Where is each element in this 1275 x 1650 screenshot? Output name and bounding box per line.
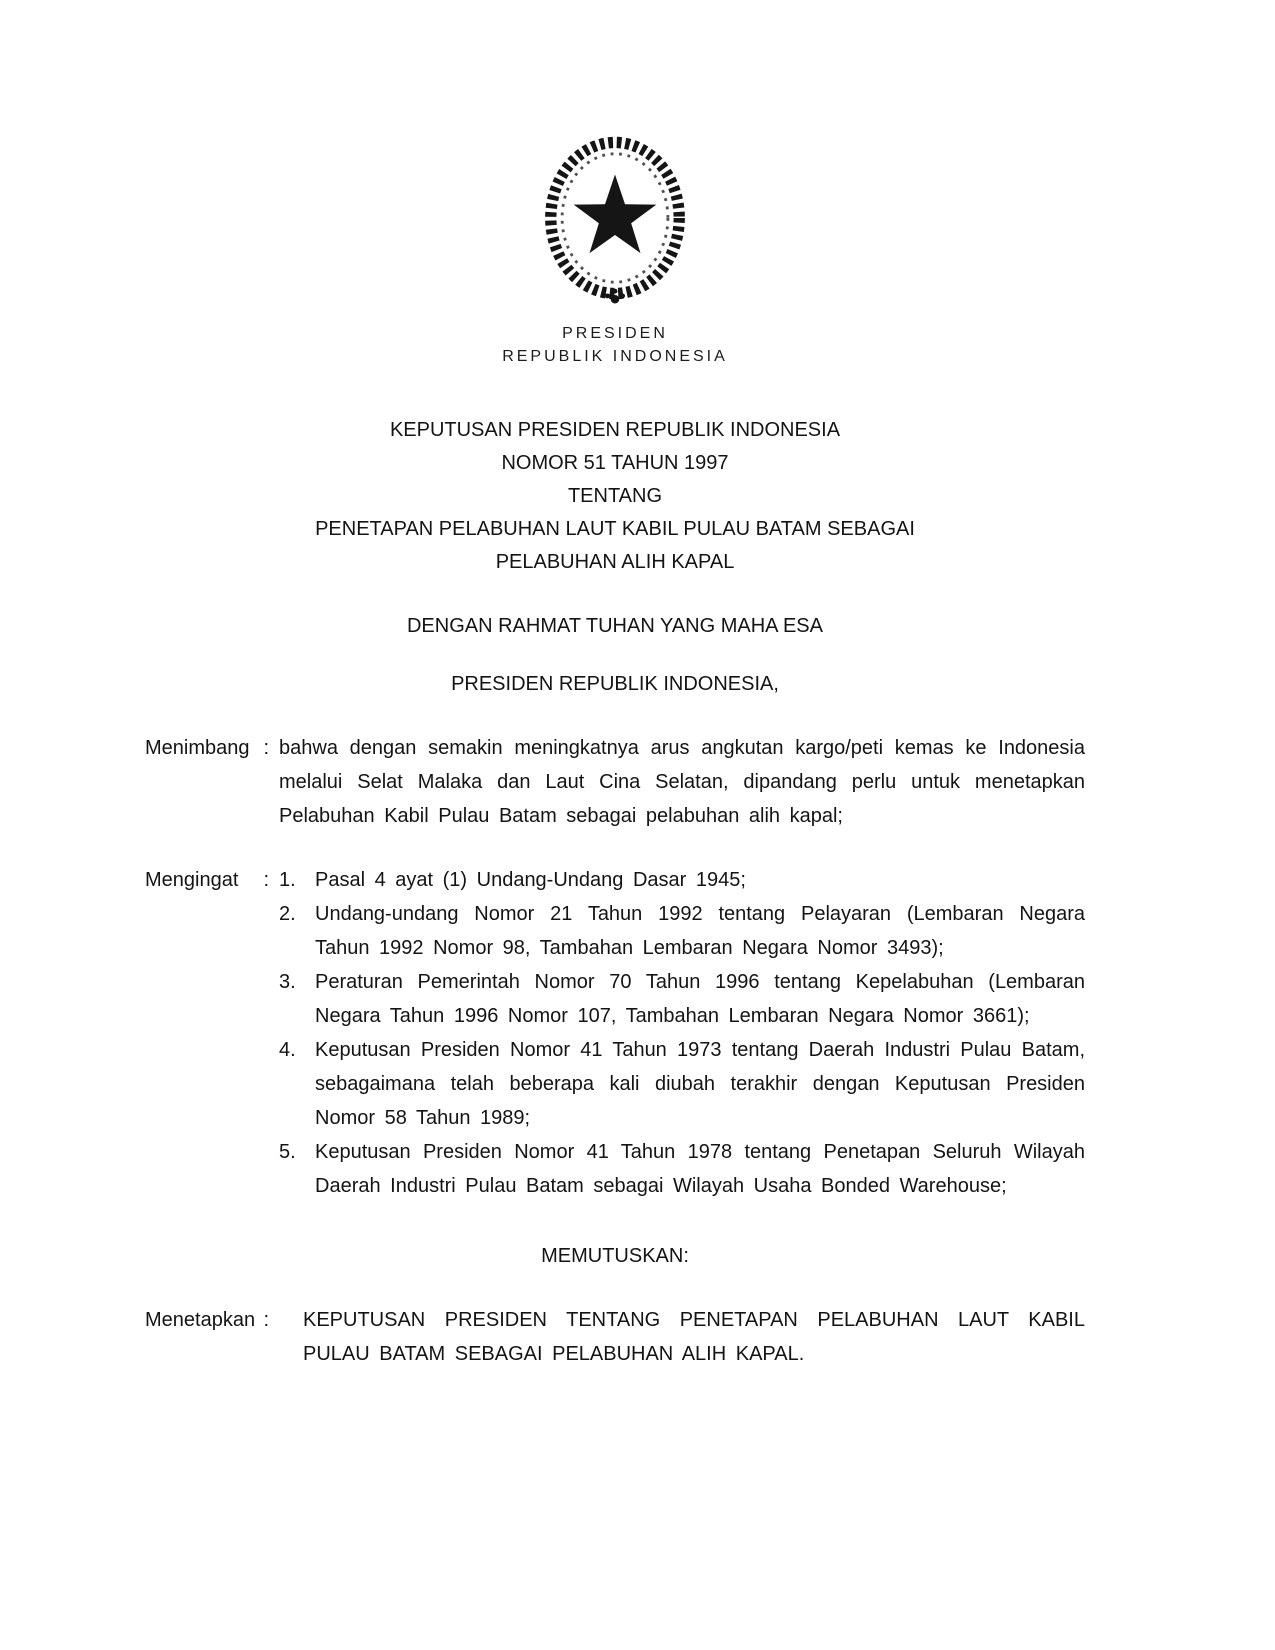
decree-subject-line-1: PENETAPAN PELABUHAN LAUT KABIL PULAU BATAM SEBAGAI: [315, 518, 915, 540]
list-item-text: Keputusan Presiden Nomor 41 Tahun 1973 tentang Daerah Industri Pulau Batam, sebagaimana telah beberapa kali diubah terakhir dengan Keputusan Presiden Nomor 58 Tahun 1989;: [315, 1039, 1085, 1129]
mengingat-list-wrap: [279, 863, 1085, 1203]
clause-separator: :: [263, 737, 269, 759]
mengingat-list: [279, 863, 1085, 1203]
presidential-seal-icon: [530, 128, 700, 308]
menimbang-text: bahwa dengan semakin meningkatnya arus angkutan kargo/peti kemas ke Indonesia melalui Selat Malaka dan Laut Cina Selatan, dipandang perlu untuk menetapkan Pelabuhan Kabil Pulau Batam sebagai pelabuhan alih kapal;: [279, 737, 1085, 827]
decree-tentang-line: TENTANG: [567, 485, 663, 507]
issuer-line: PRESIDEN REPUBLIK INDONESIA,: [451, 673, 779, 695]
menetapkan-label: [145, 1303, 269, 1371]
letterhead-republik-indonesia: REPUBLIK INDONESIA: [502, 348, 728, 365]
letterhead-presiden: PRESIDEN: [562, 325, 668, 342]
clause-separator: :: [263, 869, 269, 891]
decree-title-block: [145, 414, 1085, 579]
list-item-number: 2.: [279, 903, 296, 925]
list-item-number: 4.: [279, 1039, 296, 1061]
memutuskan-heading: MEMUTUSKAN:: [541, 1245, 689, 1267]
list-item-text: Keputusan Presiden Nomor 41 Tahun 1978 tentang Penetapan Seluruh Wilayah Daerah Industri Pulau Batam sebagai Wilayah Usaha Bonded Warehouse;: [315, 1141, 1085, 1197]
list-item-number: 5.: [279, 1141, 296, 1163]
decree-subject-line-2: PELABUHAN ALIH KAPAL: [495, 551, 735, 573]
clause-label-text: Menimbang: [145, 737, 250, 759]
decree-number-line: NOMOR 51 TAHUN 1997: [501, 452, 729, 474]
list-item-text: Peraturan Pemerintah Nomor 70 Tahun 1996 tentang Kepelabuhan (Lembaran Negara Tahun 1996 Nomor 107, Tambahan Lembaran Negara Nomor 3661);: [315, 971, 1085, 1027]
menimbang-label: [145, 731, 269, 833]
clause-label-text: Menetapkan: [145, 1309, 256, 1331]
decree-title-line: KEPUTUSAN PRESIDEN REPUBLIK INDONESIA: [389, 419, 841, 441]
list-item: [279, 1135, 1085, 1203]
list-item: [279, 965, 1085, 1033]
list-item-text: Pasal 4 ayat (1) Undang-Undang Dasar 1945;: [315, 869, 746, 891]
list-item-number: 1.: [279, 869, 296, 891]
mengingat-clause: [145, 863, 1085, 1203]
list-item: [279, 1033, 1085, 1135]
clause-separator: :: [263, 1309, 269, 1331]
letterhead: [145, 128, 1085, 368]
menetapkan-text: KEPUTUSAN PRESIDEN TENTANG PENETAPAN PELABUHAN LAUT KABIL PULAU BATAM SEBAGAI PELABUHAN ALIH KAPAL.: [303, 1309, 1085, 1365]
list-item-text: Undang-undang Nomor 21 Tahun 1992 tentang Pelayaran (Lembaran Negara Tahun 1992 Nomor 98, Tambahan Lembaran Negara Nomor 3493);: [315, 903, 1085, 959]
menetapkan-clause: [145, 1303, 1085, 1371]
menimbang-clause: [145, 731, 1085, 833]
mengingat-label: [145, 863, 269, 1203]
list-item-number: 3.: [279, 971, 296, 993]
invocation-line: DENGAN RAHMAT TUHAN YANG MAHA ESA: [406, 615, 823, 637]
clause-label-text: Mengingat: [145, 869, 239, 891]
list-item: [279, 863, 1085, 897]
list-item: [279, 897, 1085, 965]
